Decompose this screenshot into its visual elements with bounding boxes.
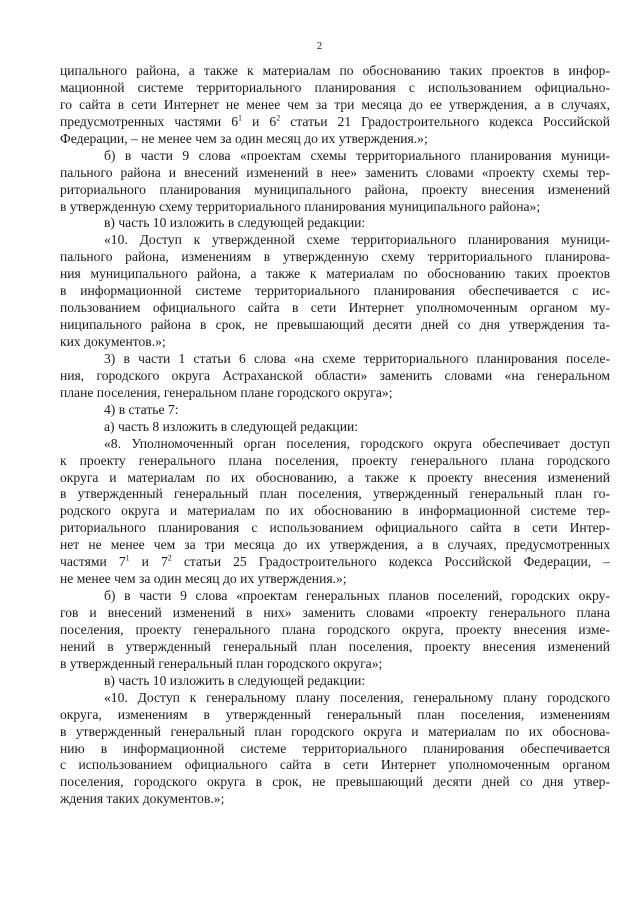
text-run: б) в части 9 слова «проектам схемы территориального планирования муници- [104, 147, 610, 163]
text-run: мационной системе территориального планирования с использованием официально- [60, 79, 610, 95]
text-run: к проекту генерального плана поселения, проекту генерального плана городского [60, 452, 610, 468]
text-line [60, 571, 610, 588]
text-run: б) в части 9 слова «проектам генеральных планов поселений, городских окру- [104, 588, 610, 604]
text-line [60, 453, 610, 470]
text-run: в утвержденный генеральный план городского округа»; [60, 655, 383, 671]
text-line [60, 774, 610, 791]
text-line [60, 114, 610, 131]
text-line [60, 232, 610, 249]
text-line [60, 520, 610, 537]
text-line [60, 690, 610, 707]
text-run: 3) в части 1 статьи 6 слова «на схеме территориального планирования поселе- [104, 350, 610, 366]
text-run: го сайта в сети Интернет не менее чем за три месяца до ее утверждения, а в случаях, [60, 96, 610, 112]
text-run: «10. Доступ к генеральному плану поселения, генеральному плану городского [104, 689, 610, 705]
text-line [60, 148, 610, 165]
text-line [60, 673, 610, 690]
text-line [60, 419, 610, 436]
text-run: нию в информационной системе территориального планирования обеспечивается [60, 740, 610, 756]
text-run: риториального планирования муниципального района, проекту внесения изменений [60, 181, 610, 197]
text-run: родского округа и материалам по их обоснованию в информационной системе тер- [60, 503, 610, 519]
text-line [60, 757, 610, 774]
text-run: ния муниципального района, а также к материалам по обоснованию таких проектов [60, 266, 610, 282]
text-run: пользованием официального сайта в сети Интернет уполномоченным органом му- [60, 300, 610, 316]
text-run: ждения таких документов.»; [60, 791, 225, 807]
superscript: 1 [238, 113, 243, 123]
text-line [60, 588, 610, 605]
text-line [60, 351, 610, 368]
text-run: в) часть 10 изложить в следующей редакции: [104, 215, 366, 231]
text-line [60, 131, 610, 148]
superscript: 1 [125, 554, 130, 563]
text-run: и 6 [242, 113, 277, 129]
text-line [60, 334, 610, 351]
text-run: не менее чем за один месяц до их утверждения.»; [60, 571, 347, 587]
text-run: ния, городского округа Астраханской области» заменить словами «на генеральном [60, 367, 610, 383]
text-run: округа, изменениям в утвержденный генеральный план поселения, изменениям [60, 706, 610, 722]
text-line [60, 182, 610, 199]
text-run: «10. Доступ к утвержденной схеме территориального планирования муници- [104, 232, 610, 248]
text-run: «8. Уполномоченный орган поселения, городского округа обеспечивает доступ [104, 435, 610, 451]
text-run: частями 7 [60, 554, 126, 570]
text-line [60, 791, 610, 808]
text-line [60, 639, 610, 656]
text-run: округа и материалам по их обоснованию, а также к проекту внесения изменений [60, 469, 610, 485]
text-run: нет не менее чем за три месяца до их утверждения, а в случаях, предусмотренных [60, 537, 610, 553]
text-line [60, 503, 610, 520]
text-line [60, 537, 610, 554]
superscript: 2 [167, 554, 172, 563]
text-line [60, 97, 610, 114]
text-run: с использованием официального сайта в сети Интернет уполномоченным органом [60, 757, 610, 773]
text-run: 4) в статье 7: [104, 401, 179, 417]
text-line [60, 486, 610, 503]
text-run: а) часть 8 изложить в следующей редакции: [104, 418, 359, 434]
text-run: в утвержденный генеральный план поселения, утвержденный генеральный план го- [60, 486, 610, 502]
text-run: в утвержденный генеральный план городского округа и материалам по их обоснова- [60, 723, 610, 739]
text-run: ниципального района в срок, не превышающий десяти дней со дня утверждения та- [60, 317, 610, 333]
text-line [60, 215, 610, 232]
text-line [60, 317, 610, 334]
text-line [60, 605, 610, 622]
text-line [60, 707, 610, 724]
text-run: гов и внесений изменений в них» заменить словами «проекту генерального плана [60, 605, 610, 620]
text-line [60, 622, 610, 639]
text-run: статьи 21 Градостроительного кодекса Российской [280, 113, 610, 129]
text-line [60, 402, 610, 419]
text-run: в) часть 10 изложить в следующей редакции: [104, 672, 366, 688]
text-run: плане поселения, генеральном плане городского округа»; [60, 384, 393, 400]
text-line [60, 165, 610, 182]
text-line [60, 266, 610, 283]
text-line [60, 249, 610, 266]
text-line [60, 724, 610, 741]
superscript: 2 [276, 113, 281, 123]
text-line [60, 470, 610, 487]
text-run: ципального района, а также к материалам по обоснованию таких проектов в инфор- [60, 63, 610, 78]
text-run: статьи 25 Градостроительного кодекса Российской Федерации, – [171, 554, 610, 570]
text-line [60, 283, 610, 300]
text-run: риториального планирования с использованием официального сайта в сети Интер- [60, 520, 610, 536]
text-line [60, 385, 610, 402]
text-run: в информационной системе территориального планирования обеспечивается с ис- [60, 283, 610, 299]
text-line [60, 300, 610, 317]
text-run: пального района, изменениям в утвержденную схему территориального планирова- [60, 249, 610, 265]
text-line [60, 436, 610, 453]
document-body [60, 63, 610, 808]
text-run: поселения, проекту генерального плана городского округа, проекту внесения изме- [60, 621, 610, 637]
text-line [60, 554, 610, 571]
text-run: ких документов.»; [60, 334, 166, 349]
text-line [60, 368, 610, 385]
text-run: Федерации, – не менее чем за один месяц до их утверждения.»; [60, 130, 428, 146]
text-run: в утвержденную схему территориального планирования муниципального района»; [60, 198, 541, 214]
text-run: и 7 [129, 554, 168, 570]
text-run: поселения, городского округа в срок, не превышающий десяти дней со дня утвер- [60, 774, 610, 790]
text-line [60, 656, 610, 673]
text-line [60, 741, 610, 758]
text-line [60, 80, 610, 97]
text-line [60, 199, 610, 216]
text-line [60, 63, 610, 80]
text-run: нений в утвержденный генеральный план поселения, проекту внесения изменений [60, 638, 610, 654]
text-run: пального района и внесений изменений в нее» заменить словами «проекту схемы тер- [60, 164, 610, 180]
text-run: предусмотренных частями 6 [60, 113, 239, 129]
page-number: 2 [316, 40, 323, 52]
